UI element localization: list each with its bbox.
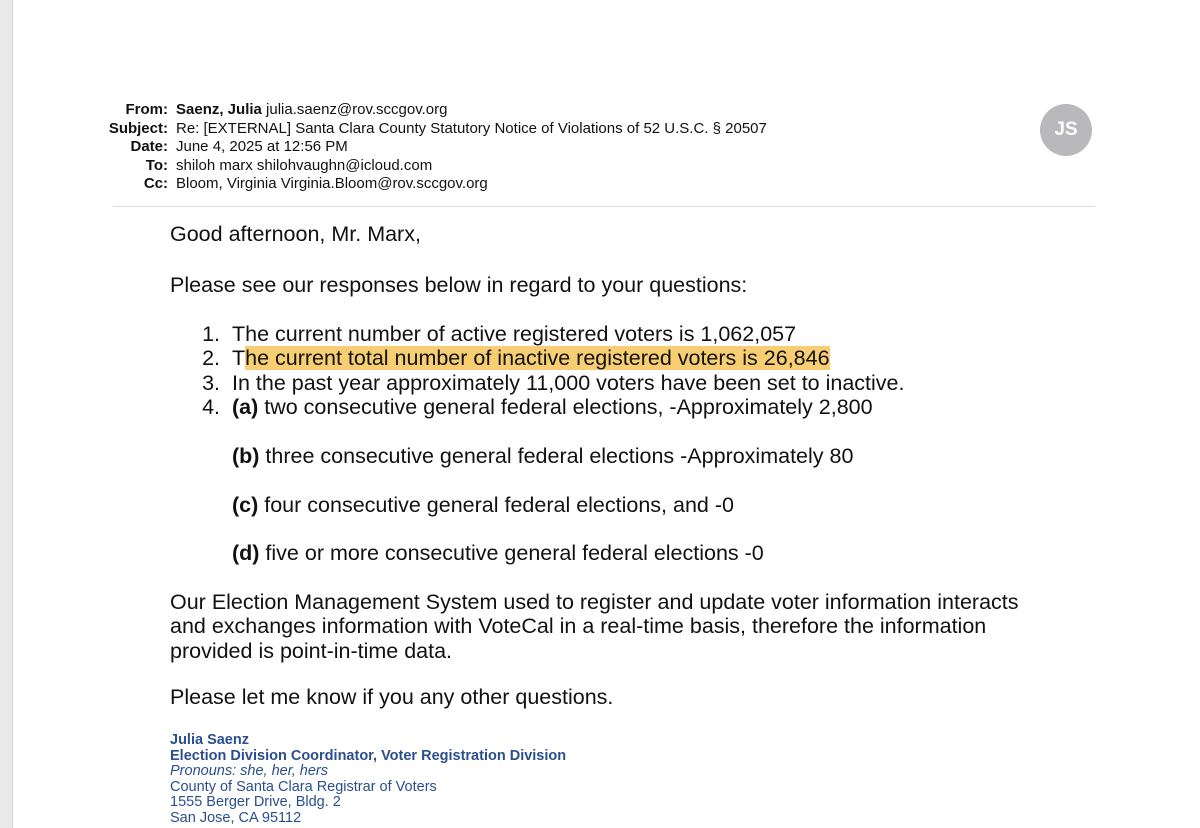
closing-line: Please let me know if you any other questions. xyxy=(170,685,614,709)
from-row xyxy=(13,101,1113,120)
cc-text[interactable]: Bloom, Virginia Virginia.Bloom@rov.sccgov.org xyxy=(176,175,488,192)
response-list xyxy=(170,322,1110,565)
greeting: Good afternoon, Mr. Marx, xyxy=(170,222,421,246)
sender-avatar: JS xyxy=(1040,104,1092,156)
header-divider xyxy=(113,206,1095,207)
subject-text: Re: [EXTERNAL] Santa Clara County Statutory Notice of Violations of 52 U.S.C. § 20507 xyxy=(176,119,767,137)
cc-label: Cc: xyxy=(143,175,168,192)
date-row xyxy=(13,138,1113,157)
from-label: From: xyxy=(125,101,168,118)
list-number: 4. xyxy=(202,394,220,419)
list-text: In the past year approximately 11,000 voters have been set to inactive. xyxy=(232,370,905,395)
to-text[interactable]: shiloh marx shilohvaughn@icloud.com xyxy=(176,156,433,174)
signature-address1: 1555 Berger Drive, Bldg. 2 xyxy=(170,794,341,811)
to-label: To: xyxy=(145,156,168,174)
list-text: The current number of active registered voters is 1,062,057 xyxy=(232,322,797,346)
from-name: Saenz, Julia xyxy=(176,101,262,118)
cc-row xyxy=(13,175,1113,194)
list-number: 1. xyxy=(202,322,220,346)
list-item xyxy=(170,395,1110,419)
subject-label: Subject: xyxy=(108,119,168,137)
intro-text: Please see our responses below in regard to your questions: xyxy=(170,273,748,297)
list-number: 3. xyxy=(202,370,220,395)
signature-pronouns: Pronouns: she, her, hers xyxy=(170,763,328,780)
sub-item-c: (c) four consecutive general federal elections, and -0 xyxy=(232,493,734,517)
subject-row xyxy=(13,120,1113,139)
sub-item-a: (a) two consecutive general federal elections, -Approximately 2,800 xyxy=(232,394,873,419)
list-item xyxy=(170,371,1110,395)
list-number: 2. xyxy=(202,346,220,371)
email-header xyxy=(13,101,1113,194)
signature-org: County of Santa Clara Registrar of Voters xyxy=(170,778,437,795)
signature-title: Election Division Coordinator, Voter Registration Division xyxy=(170,747,567,764)
date-label: Date: xyxy=(130,138,168,155)
closing-paragraph: Our Election Management System used to register and update voter information interacts and exchanges information with VoteCal in a real-time basis, therefore the information provided is point-in-time data. xyxy=(170,590,1019,663)
email-page xyxy=(12,0,1200,828)
date-text: June 4, 2025 at 12:56 PM xyxy=(176,138,348,155)
signature-name: Julia Saenz xyxy=(170,732,249,748)
signature-address2: San Jose, CA 95112 xyxy=(170,809,302,826)
sub-item-b: (b) three consecutive general federal elections -Approximately 80 xyxy=(232,444,854,468)
highlighted-text: he current total number of inactive registered voters is 26,846 xyxy=(245,346,830,371)
list-item xyxy=(170,322,1110,346)
list-item xyxy=(170,346,1110,370)
to-row xyxy=(13,157,1113,176)
sub-item-d: (d) five or more consecutive general federal elections -0 xyxy=(232,541,764,565)
list-text: The current total number of inactive registered voters is 26,846 xyxy=(232,346,830,371)
signature-block xyxy=(170,733,566,827)
from-email[interactable]: julia.saenz@rov.sccgov.org xyxy=(266,101,448,118)
